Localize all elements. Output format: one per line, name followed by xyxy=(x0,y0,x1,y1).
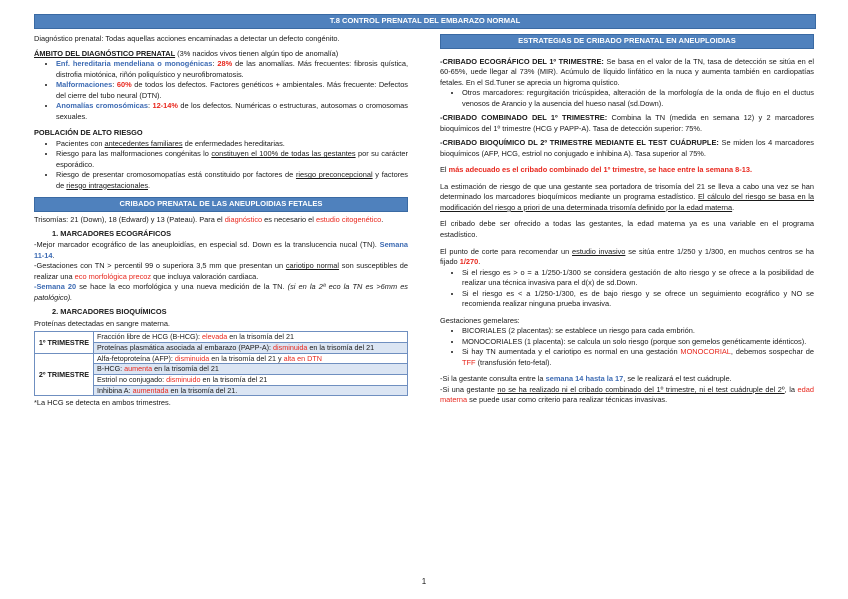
table-cell: Estriol no conjugado: disminuido en la trisomía del 21 xyxy=(94,375,408,386)
eco-heading: 1. MARCADORES ECOGRÁFICOS xyxy=(52,228,172,238)
gemelares-list xyxy=(440,326,814,368)
eco-paragraph-2: -Gestaciones con TN > percentil 99 o superiora 3,5 mm que presentan un cariotipo normal son susceptibles de realizar una eco morfológica precoz que incluya valoración cardiaca. xyxy=(34,261,408,281)
table-cell: B-HCG: aumenta en la trisomía del 21 xyxy=(94,364,408,375)
table-cell: Fracción libre de HCG (B-HCG): elevada en la trisomía del 21 xyxy=(94,332,408,343)
poblacion-heading: POBLACIÓN DE ALTO RIESGO xyxy=(34,128,143,138)
list-item: • Si el riesgo es < a 1/250-1/300, es de bajo riesgo y se ofrece un seguimiento ecográfico y NO se recomienda realizar ninguna prueba invasiva. xyxy=(462,289,814,310)
table-cell: Proteínas plasmática asociada al embarazo (PAPP-A): disminuida en la trisomía del 21 xyxy=(94,342,408,353)
estrategias-banner: ESTRATEGIAS DE CRIBADO PRENATAL EN ANEUPLOIDIAS xyxy=(440,34,814,49)
punto-corte-paragraph: El punto de corte para recomendar un estudio invasivo se sitúa entre 1/250 y 1/300, en muchos centros se ha fijado 1/270. xyxy=(440,246,814,267)
gemelares-heading: Gestaciones gemelares: xyxy=(440,315,520,325)
page-number: 1 xyxy=(421,577,427,586)
trimester-label: 1º TRIMESTRE xyxy=(35,332,94,353)
bio-heading: 2. MARCADORES BIOQUÍMICOS xyxy=(52,307,167,317)
no-realizado-paragraph: -Si una gestante no se ha realizado ni el cribado combinado del 1º trimestre, ni el test cuádruple del 2º, la edad materna se puede usar como criterio para realizar técnicas invasivas. xyxy=(440,384,814,405)
page-title: T.8 CONTROL PRENATAL DEL EMBARAZO NORMAL xyxy=(34,14,816,29)
list-item: • Si hay TN aumentada y el cariotipo es normal en una gestación MONOCORIAL, debemos sospechar de TFF (transfusión feto-fetal). xyxy=(462,347,814,368)
list-item: • MONOCORIALES (1 placenta): se calcula un solo riesgo (porque son gemelos genéticamente idénticos). xyxy=(462,337,814,348)
table-row xyxy=(35,332,408,343)
otros-list xyxy=(440,88,814,109)
bio-note: *La HCG se detecta en ambos trimestres. xyxy=(34,398,171,408)
list-item: • Enf. hereditaria mendeliana o monogénicas: 28% de las anomalías. Más frecuentes: fibrosis quística, distrofia miotónica, riñón poliquístico y neurofibromatosis. xyxy=(56,59,408,80)
eco-paragraph-3: -Semana 20 se hace la eco morfológica y una nueva medición de la TN. (si en la 2ª eco la TN es >6mm es patológico). xyxy=(34,282,409,302)
list-item: • Otros marcadores: regurgitación tricúspidea, alteración de la morfología de la onda de flujo en el ductus venosos de Arancio y la ausencia del hueso nasal (sd.Down). xyxy=(462,88,814,109)
list-item: • Si el riesgo es > o = a 1/250-1/300 se considera gestación de alto riesgo y se ofrece a la posibilidad de realizar una técnica invasiva para el d(x) de sd.Down. xyxy=(462,268,814,289)
eco-paragraph-1: -Mejor marcador ecográfico de las aneuploidías, en especial sd. Down es la translucencia nucal (TN). Semana 11-14. xyxy=(34,240,408,260)
ofrecido-paragraph: El cribado debe ser ofrecido a todas las gestantes, la edad materna ya es una variable en el programa estadístico. xyxy=(440,219,814,239)
riesgo-list xyxy=(440,268,814,310)
right-column xyxy=(440,34,814,410)
bio-subtitle: Proteínas detectadas en sangre materna. xyxy=(34,318,170,328)
intro-paragraph: Diagnóstico prenatal: Todas aquellas acciones encaminadas a detectar un defecto congénito. xyxy=(34,34,340,43)
left-column xyxy=(34,34,408,413)
list-item: • Malformaciones: 60% de todos los defectos. Factores genéticos + ambientales. Más frecuente: Defectos del cierre del tubo neural (DTN). xyxy=(56,80,408,101)
poblacion-list xyxy=(34,139,408,192)
bio-table xyxy=(34,331,408,396)
table-cell: Inhibina A: aumentada en la trisomía del 21. xyxy=(94,385,408,396)
trisomias-paragraph: Trisomías: 21 (Down), 18 (Edward) y 13 (Pateau). Para el diagnóstico es necesario el estudio citogenético. xyxy=(34,215,384,224)
consulta-paragraph: -Si la gestante consulta entre la semana 14 hasta la 17, se le realizará el test cuádruple. xyxy=(440,374,732,384)
cribado-ecografico-paragraph: -CRIBADO ECOGRÁFICO DEL 1º TRIMESTRE: Se basa en el valor de la TN, tasa de detección se sitúa en el 60-65%, uede llegar al 73% (MIR). Acúmulo de líquido linfático en la nuca y aumenta también en cardiopatías fetales. En el Sd.Tuner se aprecia un higroma quístico. xyxy=(440,56,814,87)
list-item: • Riesgo para las malformaciones congénitas lo constituyen el 100% de todas las gestantes por su carácter esporádico. xyxy=(56,149,408,170)
list-item: • BICORIALES (2 placentas): se establece un riesgo para cada embrión. xyxy=(462,326,814,337)
ambito-heading: ÁMBITO DEL DIAGNÓSTICO PRENATAL (3% nacidos vivos tienen algún tipo de anomalía) xyxy=(34,48,339,58)
cribado-banner: CRIBADO PRENATAL DE LAS ANEUPLOIDIAS FETALES xyxy=(34,197,408,212)
trimester-label: 2º TRIMESTRE xyxy=(35,353,94,396)
table-row xyxy=(35,353,408,364)
cribado-bioquimico-paragraph: -CRIBADO BIOQUÍMICO DL 2º TRIMESTRE MEDIANTE EL TEST CUÁDRUPLE: Se miden los 4 marcadores bioquímicos (AFP, HCG, estriol no conjugado e inhibina A). Tasa superior al 75%. xyxy=(440,138,814,158)
cribado-combinado-paragraph: -CRIBADO COMBINADO DEL 1º TRIMESTRE: Combina la TN (medida en semana 12) y 2 marcadores bioquímicos del 1º trimestre (HCG y PAPP-A). Tasa de detección superior: 75%. xyxy=(440,113,814,133)
list-item: • Riesgo de presentar cromosomopatías está constituido por factores de riesgo preconcepcional y factores de riesgo intragestacionales. xyxy=(56,170,408,191)
list-item: • Pacientes con antecedentes familiares de enfermedades hereditarias. xyxy=(56,139,408,150)
estimacion-paragraph: La estimación de riesgo de que una gestante sea portadora de trisomía del 21 se lleva a cabo una vez se han determinado los marcadores bioquímicos mediante un programa estadístico. El cálculo del riesgo se basa en la modificación del riesgo a priori de una determinada trisomía definido por la edad materna. xyxy=(440,181,815,212)
list-item: • Anomalías cromosómicas: 12-14% de los defectos. Numéricas o estructuras, autosomas o cromosomas sexuales. xyxy=(56,101,408,122)
table-cell: Alfa-fetoproteína (AFP): disminuida en la trisomía del 21 y alta en DTN xyxy=(94,353,408,364)
mas-adecuado-paragraph: El más adecuado es el cribado combinado del 1º trimestre, se hace entre la semana 8-13. xyxy=(440,165,753,175)
ambito-list xyxy=(34,59,408,122)
